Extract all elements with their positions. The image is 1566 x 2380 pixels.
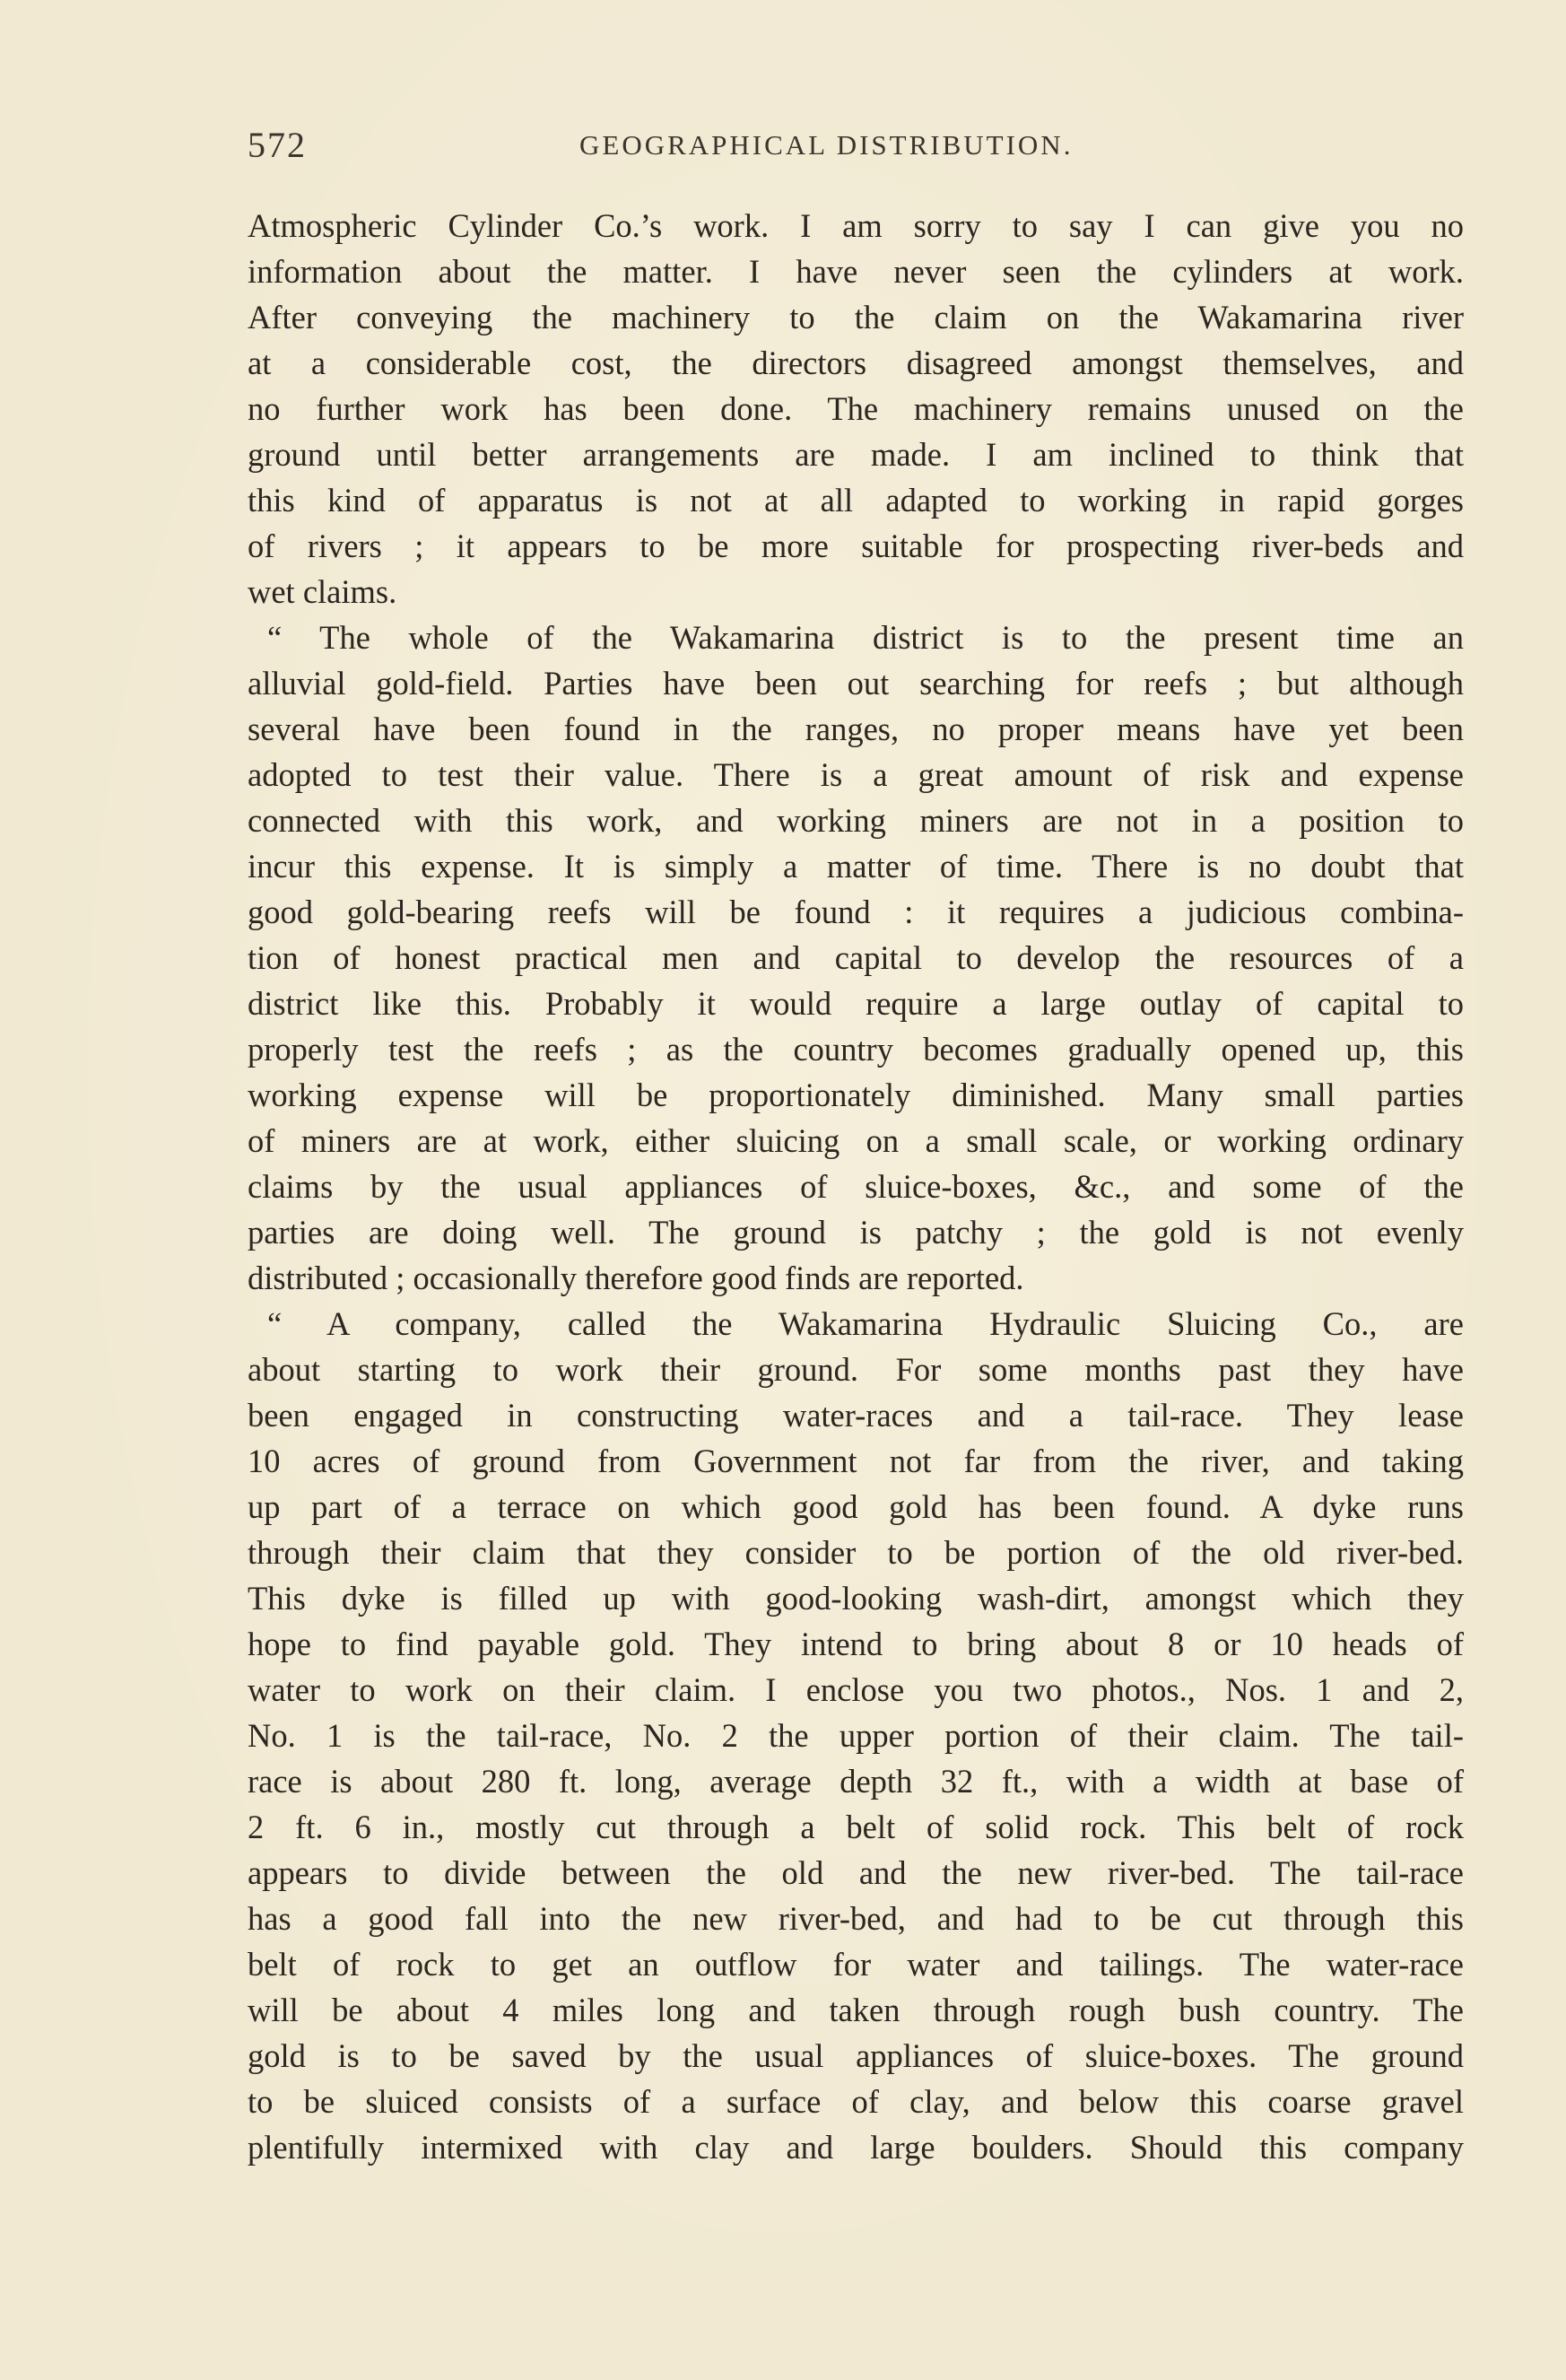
text-line: several have been found in the ranges, no proper means have yet been [248, 711, 1464, 747]
text-line: claims by the usual appliances of sluice-boxes, &c., and some of the [248, 1168, 1464, 1205]
text-line: through their claim that they consider to be portion of the old river-bed. [248, 1534, 1464, 1571]
text-line: plentifully intermixed with clay and large boulders. Should this company [248, 2129, 1464, 2166]
text-line: Atmospheric Cylinder Co.’s work. I am sorry to say I can give you no [248, 207, 1464, 244]
text-line: No. 1 is the tail-race, No. 2 the upper portion of their claim. The tail- [248, 1717, 1464, 1754]
text-line: this kind of apparatus is not at all adapted to working in rapid gorges [248, 482, 1464, 519]
text-line: been engaged in constructing water-races and a tail-race. They lease [248, 1397, 1464, 1434]
text-line: will be about 4 miles long and taken through rough bush country. The [248, 1992, 1464, 2028]
page-number: 572 [248, 125, 307, 165]
text-line: adopted to test their value. There is a great amount of risk and expense [248, 756, 1464, 793]
text-line: “ A company, called the Wakamarina Hydraulic Sluicing Co., are [267, 1305, 1464, 1342]
text-line: belt of rock to get an outflow for water and tailings. The water-race [248, 1946, 1464, 1983]
text-line: appears to divide between the old and the new river-bed. The tail-race [248, 1854, 1464, 1891]
text-line: of rivers ; it appears to be more suitable for prospecting river-beds and [248, 527, 1464, 564]
text-line: working expense will be proportionately diminished. Many small parties [248, 1077, 1464, 1113]
text-line: information about the matter. I have never seen the cylinders at work. [248, 253, 1464, 290]
text-line: alluvial gold-field. Parties have been out searching for reefs ; but although [248, 665, 1464, 702]
text-line: distributed ; occasionally therefore good finds are reported. [248, 1260, 1024, 1296]
text-line: has a good fall into the new river-bed, and had to be cut through this [248, 1900, 1464, 1937]
text-line: district like this. Probably it would require a large outlay of capital to [248, 985, 1464, 1022]
text-line: hope to find payable gold. They intend to bring about 8 or 10 heads of [248, 1626, 1464, 1662]
text-line: tion of honest practical men and capital to develop the resources of a [248, 939, 1464, 976]
text-line: of miners are at work, either sluicing on a small scale, or working ordinary [248, 1122, 1464, 1159]
text-line: to be sluiced consists of a surface of clay, and below this coarse gravel [248, 2083, 1464, 2120]
text-line: up part of a terrace on which good gold has been found. A dyke runs [248, 1488, 1464, 1525]
text-line: ground until better arrangements are made. I am inclined to think that [248, 436, 1464, 473]
text-line: After conveying the machinery to the claim on the Wakamarina river [248, 299, 1464, 336]
text-line: gold is to be saved by the usual appliances of sluice-boxes. The ground [248, 2037, 1464, 2074]
text-line: race is about 280 ft. long, average depth 32 ft., with a width at base of [248, 1763, 1464, 1800]
text-line: at a considerable cost, the directors disagreed amongst themselves, and [248, 344, 1464, 381]
text-line: 10 acres of ground from Government not far from the river, and taking [248, 1443, 1464, 1479]
text-line: about starting to work their ground. For some months past they have [248, 1351, 1464, 1388]
text-line: properly test the reefs ; as the country becomes gradually opened up, this [248, 1031, 1464, 1068]
body-text [248, 203, 1464, 2170]
running-head: GEOGRAPHICAL DISTRIBUTION. [579, 129, 1074, 161]
text-line: incur this expense. It is simply a matter of time. There is no doubt that [248, 848, 1464, 885]
text-line: This dyke is filled up with good-looking wash-dirt, amongst which they [248, 1580, 1464, 1617]
text-line: wet claims. [248, 573, 397, 610]
text-line: no further work has been done. The machinery remains unused on the [248, 390, 1464, 427]
text-line: water to work on their claim. I enclose you two photos., Nos. 1 and 2, [248, 1671, 1464, 1708]
text-line: “ The whole of the Wakamarina district is to the present time an [267, 619, 1464, 656]
text-line: connected with this work, and working miners are not in a position to [248, 802, 1464, 839]
text-line: parties are doing well. The ground is patchy ; the gold is not evenly [248, 1214, 1464, 1251]
text-line: good gold-bearing reefs will be found : it requires a judicious combina- [248, 894, 1464, 930]
text-line: 2 ft. 6 in., mostly cut through a belt of solid rock. This belt of rock [248, 1809, 1464, 1845]
page-header [248, 124, 1464, 178]
